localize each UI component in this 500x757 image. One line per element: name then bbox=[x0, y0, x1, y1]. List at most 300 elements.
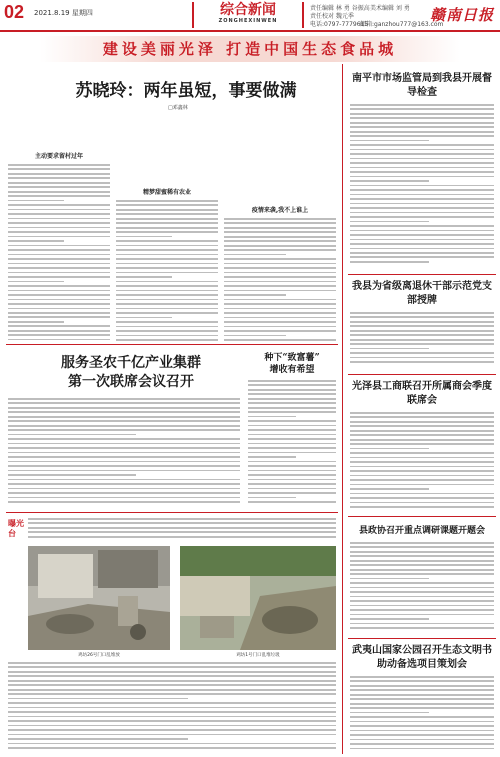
text-line bbox=[248, 447, 336, 449]
text-line bbox=[248, 416, 296, 418]
text-line bbox=[248, 380, 336, 382]
divider bbox=[348, 638, 496, 639]
email-credit: 邮箱:ganzhou777@163.com bbox=[360, 21, 444, 28]
text-line bbox=[8, 698, 188, 700]
text-line bbox=[28, 531, 336, 533]
text-line bbox=[8, 321, 64, 323]
text-line bbox=[248, 497, 296, 499]
newspaper-logo: 赣南日报 bbox=[430, 6, 495, 24]
second-story-title bbox=[20, 354, 242, 392]
text-line bbox=[116, 258, 218, 260]
text-line bbox=[350, 743, 494, 745]
text-line bbox=[116, 227, 218, 229]
divider bbox=[6, 512, 338, 513]
lead-story-title: 苏晓玲：两年虽短，事要做满 bbox=[75, 81, 297, 101]
text-line bbox=[8, 447, 240, 449]
text-line bbox=[350, 334, 494, 336]
text-line bbox=[350, 357, 494, 359]
photo-right-image bbox=[180, 546, 336, 650]
text-line bbox=[8, 420, 240, 422]
text-line bbox=[350, 680, 494, 682]
text-line bbox=[350, 221, 429, 223]
text-line bbox=[8, 285, 110, 287]
text-line bbox=[248, 465, 336, 467]
text-line bbox=[350, 676, 494, 678]
text-line bbox=[350, 212, 494, 214]
text-line bbox=[350, 443, 494, 445]
text-line bbox=[224, 240, 336, 242]
third-story-title-line1: 种下“致富薯” bbox=[264, 353, 320, 363]
text-line bbox=[116, 276, 172, 278]
text-line bbox=[116, 312, 218, 314]
text-line bbox=[350, 506, 494, 508]
text-line bbox=[116, 204, 218, 206]
text-line bbox=[8, 671, 336, 673]
text-line bbox=[350, 614, 494, 616]
text-line bbox=[116, 254, 218, 256]
text-line bbox=[8, 666, 336, 668]
text-line bbox=[8, 425, 240, 427]
text-line bbox=[8, 227, 110, 229]
text-line bbox=[350, 252, 494, 254]
text-line bbox=[350, 623, 494, 625]
text-line bbox=[8, 675, 336, 677]
text-line bbox=[224, 326, 336, 328]
text-line bbox=[350, 698, 494, 700]
text-line bbox=[116, 263, 218, 265]
text-line bbox=[224, 218, 336, 220]
photo-left-image bbox=[28, 546, 170, 650]
text-line bbox=[350, 140, 429, 142]
text-line bbox=[8, 716, 336, 718]
text-line bbox=[248, 456, 296, 458]
text-line bbox=[8, 707, 336, 709]
text-line bbox=[248, 474, 336, 476]
text-line bbox=[248, 429, 336, 431]
text-line bbox=[8, 195, 110, 197]
text-line bbox=[116, 213, 218, 215]
text-line bbox=[350, 470, 494, 472]
text-line bbox=[350, 207, 494, 209]
text-line bbox=[224, 276, 336, 278]
text-line bbox=[224, 281, 336, 283]
second-story-title-line1: 服务圣农千亿产业集群 bbox=[61, 355, 201, 371]
text-line bbox=[116, 281, 218, 283]
right-story-2-body bbox=[350, 312, 494, 370]
lead-col-3 bbox=[224, 112, 336, 342]
text-line bbox=[350, 452, 494, 454]
text-line bbox=[8, 316, 110, 318]
text-line bbox=[350, 591, 494, 593]
text-line bbox=[350, 712, 429, 714]
editor-credit: 责任编辑 林 勇 谷振高 bbox=[310, 5, 370, 12]
text-line bbox=[8, 204, 110, 206]
text-line bbox=[8, 281, 64, 283]
text-line bbox=[224, 294, 286, 296]
text-line bbox=[350, 730, 494, 732]
photo-right bbox=[180, 546, 336, 650]
text-line bbox=[116, 236, 172, 238]
lead-col-2 bbox=[116, 112, 218, 342]
text-line bbox=[350, 725, 494, 727]
text-line bbox=[248, 411, 336, 413]
text-line bbox=[350, 316, 494, 318]
text-line bbox=[350, 216, 494, 218]
text-line bbox=[350, 256, 494, 258]
text-line bbox=[8, 725, 336, 727]
text-line bbox=[8, 186, 110, 188]
page-header bbox=[0, 0, 500, 32]
photo-intro-text bbox=[28, 518, 336, 544]
text-line bbox=[350, 542, 494, 544]
text-line bbox=[116, 339, 218, 341]
text-line bbox=[8, 254, 110, 256]
text-line bbox=[350, 352, 494, 354]
text-line bbox=[248, 501, 336, 503]
text-line bbox=[8, 245, 110, 247]
text-line bbox=[8, 276, 110, 278]
text-line bbox=[8, 747, 336, 749]
divider bbox=[348, 516, 496, 517]
text-line bbox=[8, 684, 336, 686]
text-line bbox=[8, 325, 110, 327]
third-story-title bbox=[248, 352, 336, 376]
text-line bbox=[8, 200, 64, 202]
text-line bbox=[350, 248, 494, 250]
text-line bbox=[8, 249, 110, 251]
text-line bbox=[116, 326, 218, 328]
text-line bbox=[116, 330, 218, 332]
text-line bbox=[8, 483, 240, 485]
text-line bbox=[8, 680, 336, 682]
text-line bbox=[8, 218, 110, 220]
text-line bbox=[248, 384, 336, 386]
photo-section-label: 曝光台 bbox=[8, 518, 24, 538]
text-line bbox=[350, 627, 494, 629]
text-line bbox=[350, 234, 494, 236]
lead-story-byline: □邓鑫林 bbox=[168, 105, 188, 111]
text-line bbox=[350, 135, 494, 137]
text-line bbox=[8, 258, 110, 260]
text-line bbox=[350, 560, 494, 562]
text-line bbox=[116, 335, 218, 337]
text-line bbox=[350, 578, 429, 580]
text-line bbox=[224, 249, 336, 251]
lead-subhead-3: 疫情来袭,我不上谁上 bbox=[251, 207, 309, 214]
text-line bbox=[350, 330, 494, 332]
text-line bbox=[350, 113, 494, 115]
bottom-story-body bbox=[8, 662, 336, 754]
text-line bbox=[350, 261, 429, 263]
text-line bbox=[116, 321, 218, 323]
text-line bbox=[224, 227, 336, 229]
text-line bbox=[350, 412, 494, 414]
text-line bbox=[350, 582, 494, 584]
text-line bbox=[248, 470, 336, 472]
text-line bbox=[350, 122, 494, 124]
text-line bbox=[224, 245, 336, 247]
text-line bbox=[350, 488, 429, 490]
text-line bbox=[350, 361, 494, 363]
text-line bbox=[8, 501, 240, 503]
text-line bbox=[350, 131, 494, 133]
text-line bbox=[350, 117, 494, 119]
text-line bbox=[350, 600, 494, 602]
right-story-3-title: 光泽县工商联召开所属商会季度联席会 bbox=[352, 381, 492, 406]
text-line bbox=[116, 290, 218, 292]
text-line bbox=[350, 185, 494, 187]
text-line bbox=[350, 439, 494, 441]
text-line bbox=[116, 308, 218, 310]
text-line bbox=[350, 716, 494, 718]
text-line bbox=[350, 198, 494, 200]
text-line bbox=[224, 254, 286, 256]
text-line bbox=[116, 299, 218, 301]
text-line bbox=[350, 339, 494, 341]
text-line bbox=[8, 488, 240, 490]
text-line bbox=[350, 609, 494, 611]
divider bbox=[348, 374, 496, 375]
right-story-5-title: 武夷山国家公园召开生态文明书助动备选项目策划会 bbox=[352, 645, 492, 670]
text-line bbox=[350, 721, 494, 723]
text-line bbox=[248, 488, 336, 490]
text-line bbox=[8, 734, 336, 736]
text-line bbox=[248, 452, 336, 454]
text-line bbox=[350, 461, 494, 463]
text-line bbox=[224, 299, 336, 301]
text-line bbox=[8, 263, 110, 265]
text-line bbox=[350, 551, 494, 553]
text-line bbox=[8, 267, 110, 269]
text-line bbox=[8, 339, 110, 341]
text-line bbox=[8, 191, 110, 193]
text-line bbox=[8, 429, 240, 431]
text-line bbox=[248, 492, 336, 494]
text-line bbox=[350, 605, 494, 607]
text-line bbox=[224, 231, 336, 233]
photo-left-caption: 鸡坊26号门口乱堆放 bbox=[78, 653, 120, 658]
right-story-4-title: 县政协召开重点调研课题开题会 bbox=[358, 526, 485, 536]
section-heading bbox=[192, 2, 304, 28]
text-line bbox=[116, 200, 218, 202]
text-line bbox=[224, 308, 336, 310]
text-line bbox=[224, 339, 336, 341]
divider bbox=[6, 344, 338, 345]
text-line bbox=[350, 158, 494, 160]
lead-subhead-1: 主动要求留村过年 bbox=[34, 153, 83, 160]
phone-credit: 电话:0797-7779615 bbox=[310, 21, 369, 28]
text-line bbox=[8, 662, 336, 664]
text-line bbox=[350, 707, 494, 709]
text-line bbox=[116, 249, 218, 251]
text-line bbox=[350, 689, 494, 691]
photo-right-caption: 鸡坊1号门口乱堆垃圾 bbox=[236, 653, 280, 658]
text-line bbox=[350, 104, 494, 106]
right-story-5-body bbox=[350, 676, 494, 754]
text-line bbox=[248, 420, 336, 422]
text-line bbox=[8, 308, 110, 310]
text-line bbox=[224, 267, 336, 269]
text-line bbox=[224, 222, 336, 224]
text-line bbox=[8, 168, 110, 170]
text-line bbox=[350, 203, 494, 205]
text-line bbox=[350, 694, 494, 696]
text-line bbox=[350, 189, 494, 191]
text-line bbox=[116, 240, 218, 242]
text-line bbox=[350, 502, 494, 504]
divider bbox=[348, 274, 496, 275]
text-line bbox=[28, 518, 336, 520]
text-line bbox=[350, 144, 494, 146]
text-line bbox=[8, 689, 336, 691]
text-line bbox=[116, 317, 172, 319]
section-title: 综合新闻 bbox=[220, 2, 276, 18]
text-line bbox=[8, 240, 64, 242]
text-line bbox=[224, 330, 336, 332]
text-line bbox=[224, 312, 336, 314]
text-line bbox=[116, 272, 218, 274]
text-line bbox=[350, 153, 494, 155]
text-line bbox=[248, 407, 336, 409]
text-line bbox=[350, 325, 494, 327]
text-line bbox=[350, 194, 494, 196]
lead-subhead-2: 精梦甜蜜稀有农业 bbox=[142, 189, 191, 196]
text-line bbox=[350, 587, 494, 589]
text-line bbox=[224, 321, 336, 323]
text-line bbox=[350, 167, 494, 169]
text-line bbox=[350, 497, 494, 499]
text-line bbox=[224, 272, 336, 274]
second-story-title-line2: 第一次联席会议召开 bbox=[68, 374, 194, 390]
right-story-1-body bbox=[350, 104, 494, 270]
text-line bbox=[350, 425, 494, 427]
text-line bbox=[350, 171, 494, 173]
text-line bbox=[350, 479, 494, 481]
text-line bbox=[8, 411, 240, 413]
text-line bbox=[248, 438, 336, 440]
text-line bbox=[350, 734, 494, 736]
text-line bbox=[350, 475, 494, 477]
text-line bbox=[350, 162, 494, 164]
text-line bbox=[350, 703, 494, 705]
text-line bbox=[224, 285, 336, 287]
text-line bbox=[248, 402, 336, 404]
text-line bbox=[8, 479, 240, 481]
text-line bbox=[8, 299, 110, 301]
text-line bbox=[350, 564, 494, 566]
text-line bbox=[350, 225, 494, 227]
text-line bbox=[350, 312, 494, 314]
text-line bbox=[350, 493, 494, 495]
text-line bbox=[350, 448, 429, 450]
text-line bbox=[350, 108, 494, 110]
text-line bbox=[350, 434, 494, 436]
text-line bbox=[350, 685, 494, 687]
text-line bbox=[116, 294, 218, 296]
text-line bbox=[8, 474, 136, 476]
text-line bbox=[350, 348, 429, 350]
text-line bbox=[350, 596, 494, 598]
text-line bbox=[350, 126, 494, 128]
proofreader-credit: 责任校对 魏元季 bbox=[310, 13, 354, 20]
text-line bbox=[248, 389, 336, 391]
text-line bbox=[224, 258, 336, 260]
text-line bbox=[224, 303, 336, 305]
text-line bbox=[350, 466, 494, 468]
text-line bbox=[350, 430, 494, 432]
text-line bbox=[28, 527, 336, 529]
third-story-title-line2: 增收有希望 bbox=[269, 365, 315, 375]
right-story-3-body bbox=[350, 412, 494, 512]
text-line bbox=[8, 702, 336, 704]
text-line bbox=[116, 231, 218, 233]
text-line bbox=[116, 267, 218, 269]
text-line bbox=[116, 222, 218, 224]
text-line bbox=[224, 335, 286, 337]
text-line bbox=[28, 536, 336, 538]
text-line bbox=[224, 290, 336, 292]
text-line bbox=[8, 402, 240, 404]
lead-col-1 bbox=[8, 112, 110, 342]
text-line bbox=[8, 438, 240, 440]
text-line bbox=[8, 416, 240, 418]
text-line bbox=[350, 343, 494, 345]
text-line bbox=[8, 312, 110, 314]
text-line bbox=[8, 452, 240, 454]
text-line bbox=[248, 443, 336, 445]
text-line bbox=[8, 330, 110, 332]
text-line bbox=[116, 218, 218, 220]
text-line bbox=[350, 230, 494, 232]
text-line bbox=[8, 407, 240, 409]
text-line bbox=[8, 720, 336, 722]
text-line bbox=[350, 416, 494, 418]
text-line bbox=[350, 618, 429, 620]
text-line bbox=[8, 272, 110, 274]
text-line bbox=[8, 213, 110, 215]
text-line bbox=[8, 177, 110, 179]
text-line bbox=[8, 492, 240, 494]
text-line bbox=[8, 398, 240, 400]
text-line bbox=[350, 484, 494, 486]
text-line bbox=[8, 693, 336, 695]
text-line bbox=[350, 457, 494, 459]
text-line bbox=[8, 443, 240, 445]
text-line bbox=[116, 285, 218, 287]
text-line bbox=[350, 176, 494, 178]
text-line bbox=[8, 461, 240, 463]
text-line bbox=[8, 236, 110, 238]
text-line bbox=[350, 555, 494, 557]
text-line bbox=[8, 470, 240, 472]
text-line bbox=[8, 456, 240, 458]
text-line bbox=[248, 393, 336, 395]
text-line bbox=[8, 182, 110, 184]
text-line bbox=[350, 321, 494, 323]
right-story-1-title: 南平市市场监管局到我县开展督导检查 bbox=[352, 73, 492, 98]
text-line bbox=[350, 569, 494, 571]
page-number: 02 bbox=[4, 2, 25, 22]
text-line bbox=[350, 573, 494, 575]
text-line bbox=[8, 231, 110, 233]
text-line bbox=[8, 729, 336, 731]
text-line bbox=[116, 303, 218, 305]
text-line bbox=[224, 317, 336, 319]
text-line bbox=[8, 465, 240, 467]
text-line bbox=[224, 263, 336, 265]
slogan-banner: 建设美丽光泽 打造中国生态食品城 bbox=[40, 36, 460, 62]
text-line bbox=[28, 522, 336, 524]
